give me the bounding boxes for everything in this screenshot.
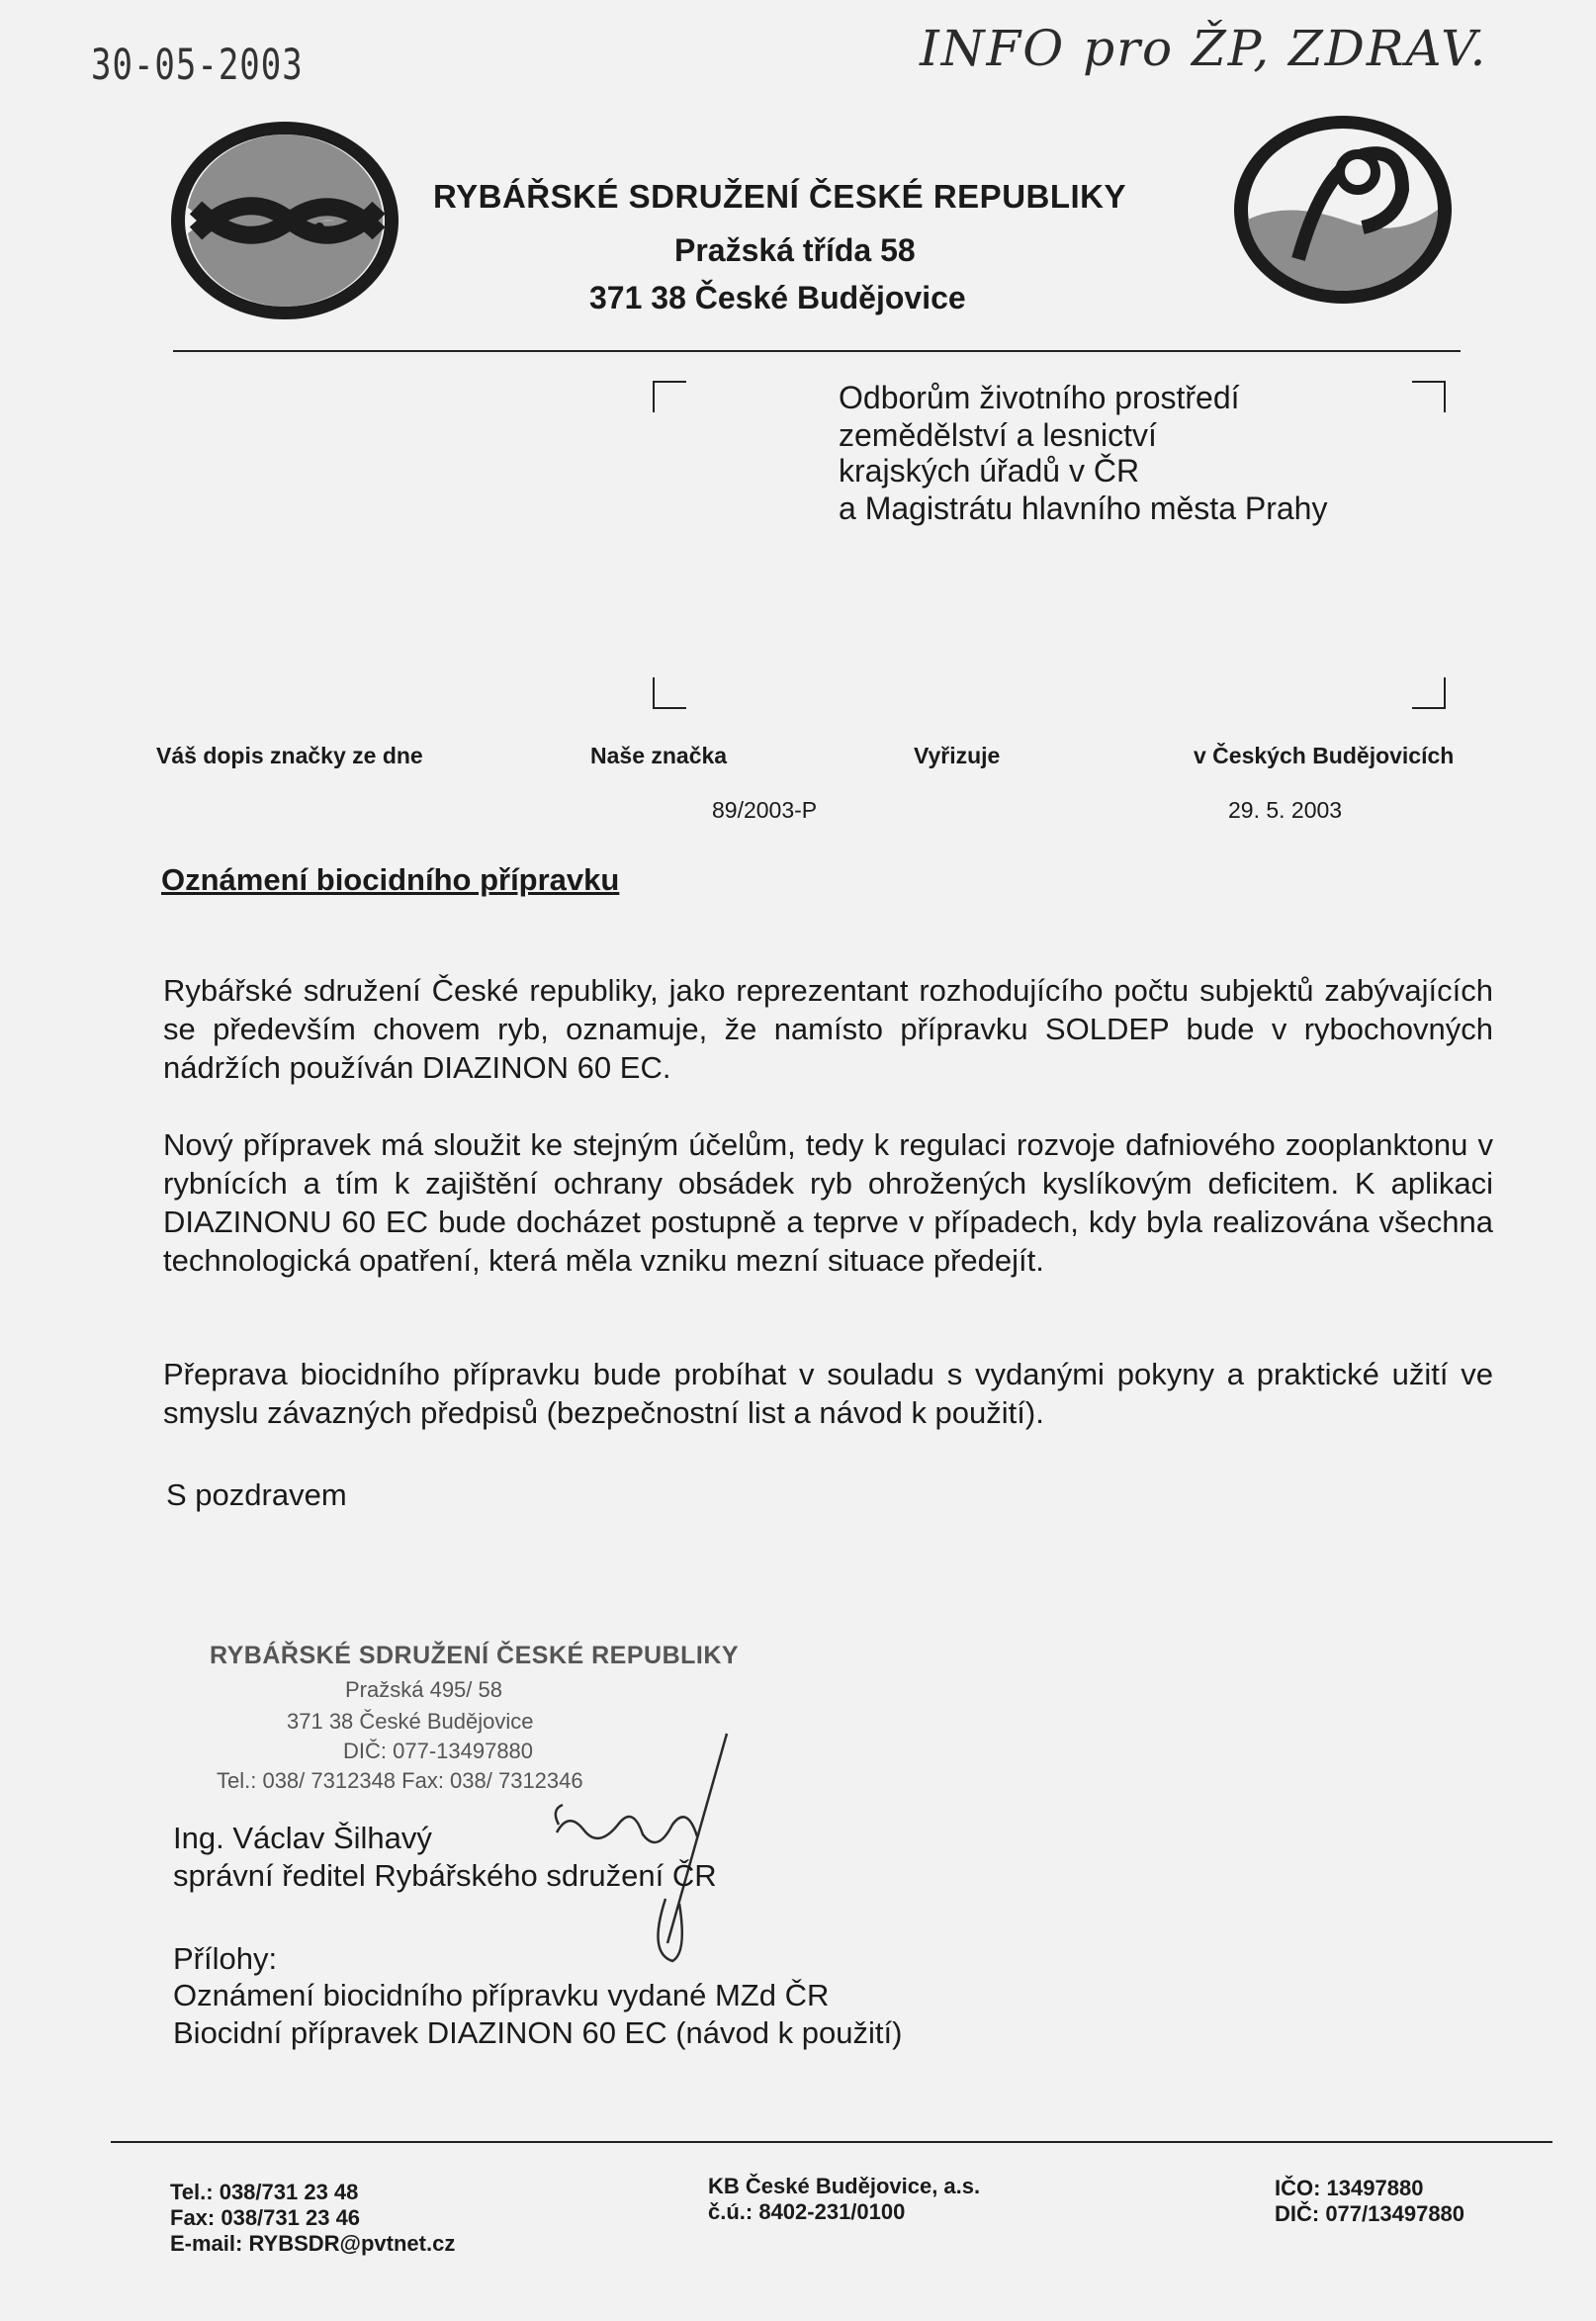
header-divider: [173, 350, 1461, 352]
stamp-city: 371 38 České Budějovice: [287, 1709, 534, 1734]
footer-ids: [1275, 2176, 1464, 2227]
body-paragraph: Přeprava biocidního přípravku bude probíhat v souladu s vydanými pokyny a praktické užití ve smyslu závazných předpisů (bezpečnostní list a návod k použití).: [163, 1357, 1493, 1430]
letter-date: 29. 5. 2003: [1228, 797, 1343, 823]
place-label: v Českých Budějovicích: [1194, 743, 1455, 768]
org-name: RYBÁŘSKÉ SDRUŽENÍ ČESKÉ REPUBLIKY: [433, 178, 1127, 215]
handled-by-label: Vyřizuje: [914, 743, 1001, 768]
stamp-title: RYBÁŘSKÉ SDRUŽENÍ ČESKÉ REPUBLIKY: [210, 1642, 740, 1669]
footer-contact: [170, 2180, 455, 2257]
letter-subject: Oznámení biocidního přípravku: [161, 862, 620, 897]
body-paragraph: Nový přípravek má sloužit ke stejným účelům, tedy k regulaci rozvoje dafniového zooplanktonu v rybnících a tím k zajištění ochrany obsádek ryb ohrožených kyslíkovým deficitem. K aplikaci DIAZINONU 60 EC bude docházet postupně a teprve v případech, kdy byla realizována všechna technologická opatření, která měla vzniku mezní situace předejít.: [163, 1127, 1493, 1278]
stamp-street: Pražská 495/ 58: [345, 1677, 502, 1702]
handwritten-signature: [549, 1726, 747, 1973]
attachments-label: Přílohy:: [173, 1941, 278, 1976]
our-ref-label: Naše značka: [590, 743, 728, 768]
recipient-line: zemědělství a lesnictví: [839, 417, 1157, 453]
closing-greeting: S pozdravem: [166, 1477, 347, 1512]
footer-bank-name: KB České Budějovice, a.s.: [708, 2174, 981, 2198]
fish-logo-icon: [166, 117, 403, 324]
your-letter-label: Váš dopis značky ze dne: [156, 743, 423, 768]
received-date-stamp: 30-05-2003: [91, 41, 304, 90]
stamp-dic: DIČ: 077-13497880: [343, 1739, 534, 1763]
attachment-item: Oznámení biocidního přípravku vydané MZd ČR: [173, 1978, 830, 2012]
footer-dic: DIČ: 077/13497880: [1275, 2201, 1465, 2226]
org-city: 371 38 České Budějovice: [589, 280, 966, 315]
footer-tel: Tel.: 038/731 23 48: [170, 2180, 359, 2204]
handwritten-note: INFO pro ŽP, ZDRAV.: [920, 20, 1488, 77]
footer-ico: IČO: 13497880: [1275, 2176, 1424, 2200]
address-bracket-top-right: [1412, 381, 1446, 412]
stamp-phones: Tel.: 038/ 7312348 Fax: 038/ 7312346: [217, 1768, 583, 1793]
footer-account: č.ú.: 8402-231/0100: [708, 2199, 906, 2224]
recipient-line: Odborům životního prostředí: [839, 380, 1240, 415]
body-paragraph: Rybářské sdružení České republiky, jako reprezentant rozhodujícího počtu subjektů zabývajících se především chovem ryb, oznamuje, že namísto přípravku SOLDEP bude v rybochovných nádržích používán DIAZINON 60 EC.: [163, 973, 1493, 1085]
footer-bank: [708, 2174, 980, 2225]
signatory-role: správní ředitel Rybářského sdružení ČR: [173, 1858, 717, 1893]
address-bracket-bottom-left: [653, 677, 686, 709]
footer-divider: [111, 2141, 1552, 2143]
attachment-item: Biocidní přípravek DIAZINON 60 EC (návod k použití): [173, 2015, 903, 2050]
footer-email: E-mail: RYBSDR@pvtnet.cz: [170, 2231, 456, 2256]
recipient-line: krajských úřadů v ČR: [839, 453, 1140, 489]
address-bracket-top-left: [653, 381, 686, 412]
signatory-name: Ing. Václav Šilhavý: [173, 1821, 432, 1855]
footer-fax: Fax: 038/731 23 46: [170, 2205, 361, 2230]
swan-logo-icon: [1229, 111, 1457, 309]
org-street: Pražská třída 58: [674, 232, 916, 268]
recipient-line: a Magistrátu hlavního města Prahy: [839, 491, 1328, 526]
our-ref-value: 89/2003-P: [712, 797, 818, 823]
address-bracket-bottom-right: [1412, 677, 1446, 709]
